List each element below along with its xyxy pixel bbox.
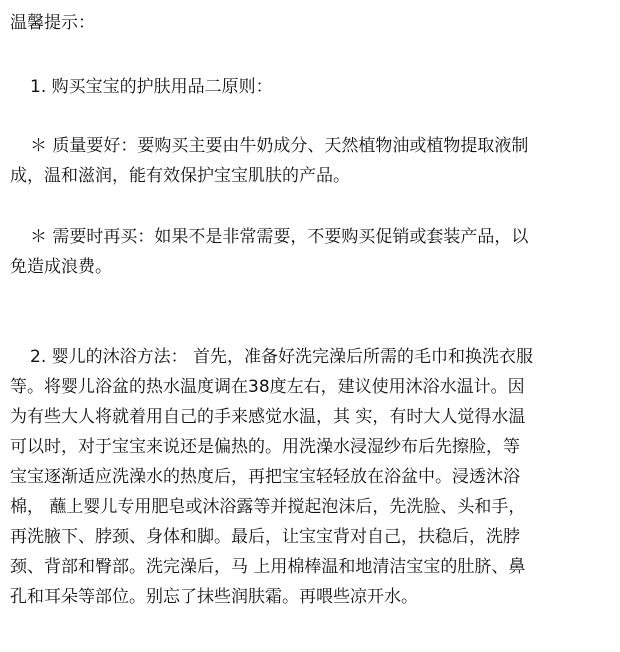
section2-line2: 等。将婴儿浴盆的热水温度调在38度左右，建议使用沐浴水温计。因 [10,377,525,397]
section1-bullet1-line2: 成，温和滋润，能有效保护宝宝肌肤的产品。 [10,166,350,186]
section2-line1: 2. 婴儿的沐浴方法： 首先，准备好洗完澡后所需的毛巾和换洗衣服 [30,347,534,367]
section2-line6: 棉， 蘸上婴儿专用肥皂或沐浴露等并搅起泡沫后，先洗脸、头和手， [10,497,526,517]
section2-line7: 再洗腋下、脖颈、身体和脚。最后，让宝宝背对自己，扶稳后，洗脖 [10,527,520,547]
section2-line9: 孔和耳朵等部位。别忘了抹些润肤霜。再喂些凉开水。 [10,587,418,607]
heading: 温馨提示： [10,13,95,33]
section2-line4: 可以时，对于宝宝来说还是偏热的。用洗澡水浸湿纱布后先擦脸，等 [10,437,520,457]
section1-bullet2-line2: 免造成浪费。 [10,257,112,277]
section2-line3: 为有些大人将就着用自己的手来感觉水温，其 实，有时大人觉得水温 [10,407,526,427]
section2-line8: 颈、背部和臀部。洗完澡后，马 上用棉棒温和地清洁宝宝的肚脐、鼻 [10,557,526,577]
section1-bullet1-line1: ＊ 质量要好：要购买主要由牛奶成分、天然植物油或植物提取液制 [30,136,529,156]
section2-line5: 宝宝逐渐适应洗澡水的热度后，再把宝宝轻轻放在浴盆中。浸透沐浴 [10,467,520,487]
section1-title: 1. 购买宝宝的护肤用品二原则： [30,77,273,97]
section1-bullet2-line1: ＊ 需要时再买：如果不是非常需要，不要购买促销或套装产品，以 [30,227,529,247]
